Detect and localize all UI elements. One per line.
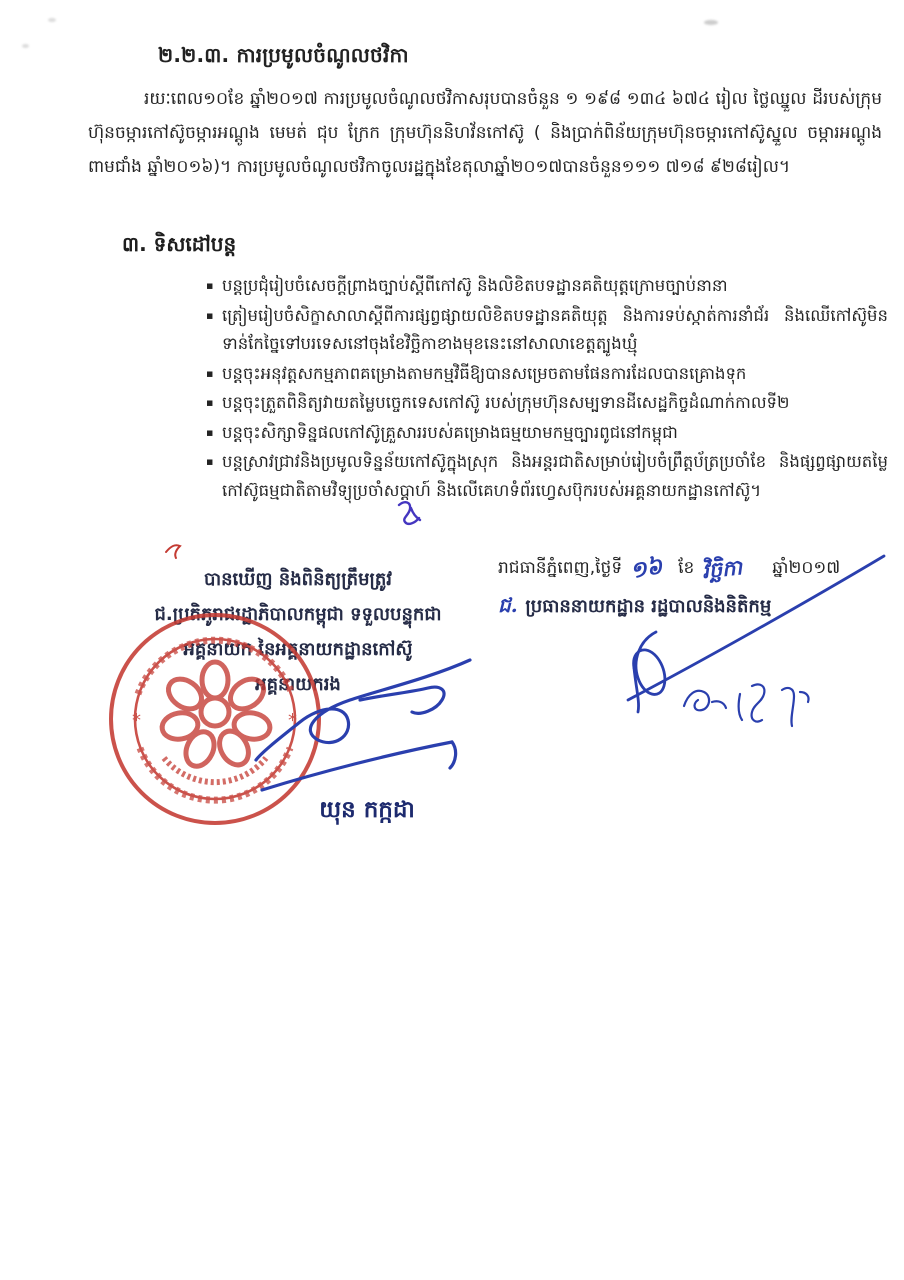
deputy-director-line: អគ្គនាយករង [255, 674, 341, 695]
approval-line: បានឃើញ និងពិនិត្យត្រឹមត្រូវ [203, 569, 393, 590]
svg-text:*: * [132, 710, 141, 731]
date-prefix: រាជធានីភ្នំពេញ,ថ្ងៃទី [498, 558, 623, 578]
list-item: ▪ បន្តប្រជុំរៀបចំសេចក្ដីព្រាងច្បាប់ស្ដីពីកៅស៊ូ និងលិខិតបទដ្ឋានគតិយុត្តក្រោមច្បាប់នានា [206, 272, 888, 301]
handwritten-name-right-icon [684, 684, 809, 726]
handwritten-prefix: ជ. [498, 593, 518, 617]
section-heading-2-2-3: ២.២.៣. ការប្រមូលចំណូលថវិកា [158, 43, 409, 67]
handwritten-month: វិច្ឆិកា [701, 554, 744, 584]
list-item: ▪ ត្រៀមរៀបចំសិក្ខាសាលាស្ដីពីការផ្សព្វផ្សាយលិខិតបទដ្ឋានគតិយុត្ត និងការទប់ស្កាត់ការនាំជ័រ និងឈើកៅស៊ូមិនទាន់កែច្នៃទៅបរទេសនៅចុងខែវិច្ឆិកាខាងមុខនេះនៅសាលាខេត្តត្បូងឃ្មុំ [206, 302, 888, 359]
signature-block-right [498, 553, 894, 623]
scan-smudge [704, 20, 718, 25]
revenue-paragraph: រយៈពេល១០ខែ ឆ្នាំ២០១៧ ការប្រមូលចំណូលថវិកាសរុបបានចំនួន ១ ១៩៨ ១៣៤ ៦៧៤ រៀល ថ្លៃឈ្នួល ដីរបស់ក្រុមហ៊ុនចម្ការកៅស៊ូចម្ការអណ្ដូង មេមត់ ជុប ក្រែក ក្រុមហ៊ុននិហវ័នកៅស៊ូ ( និងប្រាក់ពិន័យក្រុមហ៊ុនចម្ការកៅស៊ូស្នួល ចម្ការអណ្ដូង ពាមជាំង ឆ្នាំ២០១៦)។ ការប្រមូលចំណូលថវិកាចូលរដ្ឋក្នុងខែតុលាឆ្នាំ២០១៧បានចំនួន១១១ ៧១៨ ៩២៨រៀល។ [88, 89, 882, 177]
list-item: ▪ បន្តចុះសិក្សាទិន្នផលកៅស៊ូគ្រួសាររបស់គម្រោងធម្មយាមកម្មច្បារពូជនៅកម្ពុជា [206, 419, 888, 448]
list-item: ▪ បន្តស្រាវជ្រាវនិងប្រមូលទិន្នន័យកៅស៊ូក្នុងស្រុក និងអន្តរជាតិសម្រាប់រៀបចំព្រឹត្តប័ត្រប្រចាំខែ និងផ្សព្វផ្សាយតម្លៃកៅស៊ូធម្មជាតិតាមវិទ្យុប្រចាំសប្ដាហ៍ និងលើគេហទំព័រហ្វេសប៊ុករបស់អគ្គនាយកដ្ឋានកៅស៊ូ។ [206, 448, 888, 505]
section-heading-3: ៣. ទិសដៅបន្ត [122, 232, 237, 256]
scan-smudge [22, 44, 29, 48]
date-middle: ខែ [678, 558, 695, 578]
director-general-line: អគ្គនាយក នៃអគ្គនាយកដ្ឋានកៅស៊ូ [183, 639, 413, 660]
delegation-line: ជ.ប្រតិភូរាជរដ្ឋាភិបាលកម្ពុជា ទទួលបន្ទុកជា [154, 604, 442, 625]
date-line [498, 553, 894, 583]
next-direction-bullet-list [206, 272, 888, 506]
signer-title: ប្រធាននាយកដ្ឋាន រដ្ឋបាលនិងនិតិកម្ម [525, 596, 772, 617]
red-check-mark [166, 545, 180, 558]
list-item: ▪ បន្តចុះត្រួតពិនិត្យវាយតម្លៃបច្ចេកទេសកៅស៊ូ របស់ក្រុមហ៊ុនសម្បទានដីសេដ្ឋកិច្ចដំណាក់កាលទី២ [206, 389, 888, 418]
handwritten-day: ១៦ [628, 553, 665, 585]
scan-smudge [48, 18, 56, 22]
signer-title-line [498, 589, 894, 623]
list-item: ▪ បន្តចុះអនុវត្តសកម្មភាពគម្រោងតាមកម្មវិធីឱ្យបានសម្រេចតាមផែនការដែលបានគ្រោងទុក [206, 360, 888, 389]
signer-name-left: យុន កក្កដា [319, 797, 415, 823]
official-seal-stamp-icon [104, 608, 326, 830]
date-year: ឆ្នាំ២០១៧ [772, 558, 841, 578]
svg-text:*: * [288, 710, 297, 731]
